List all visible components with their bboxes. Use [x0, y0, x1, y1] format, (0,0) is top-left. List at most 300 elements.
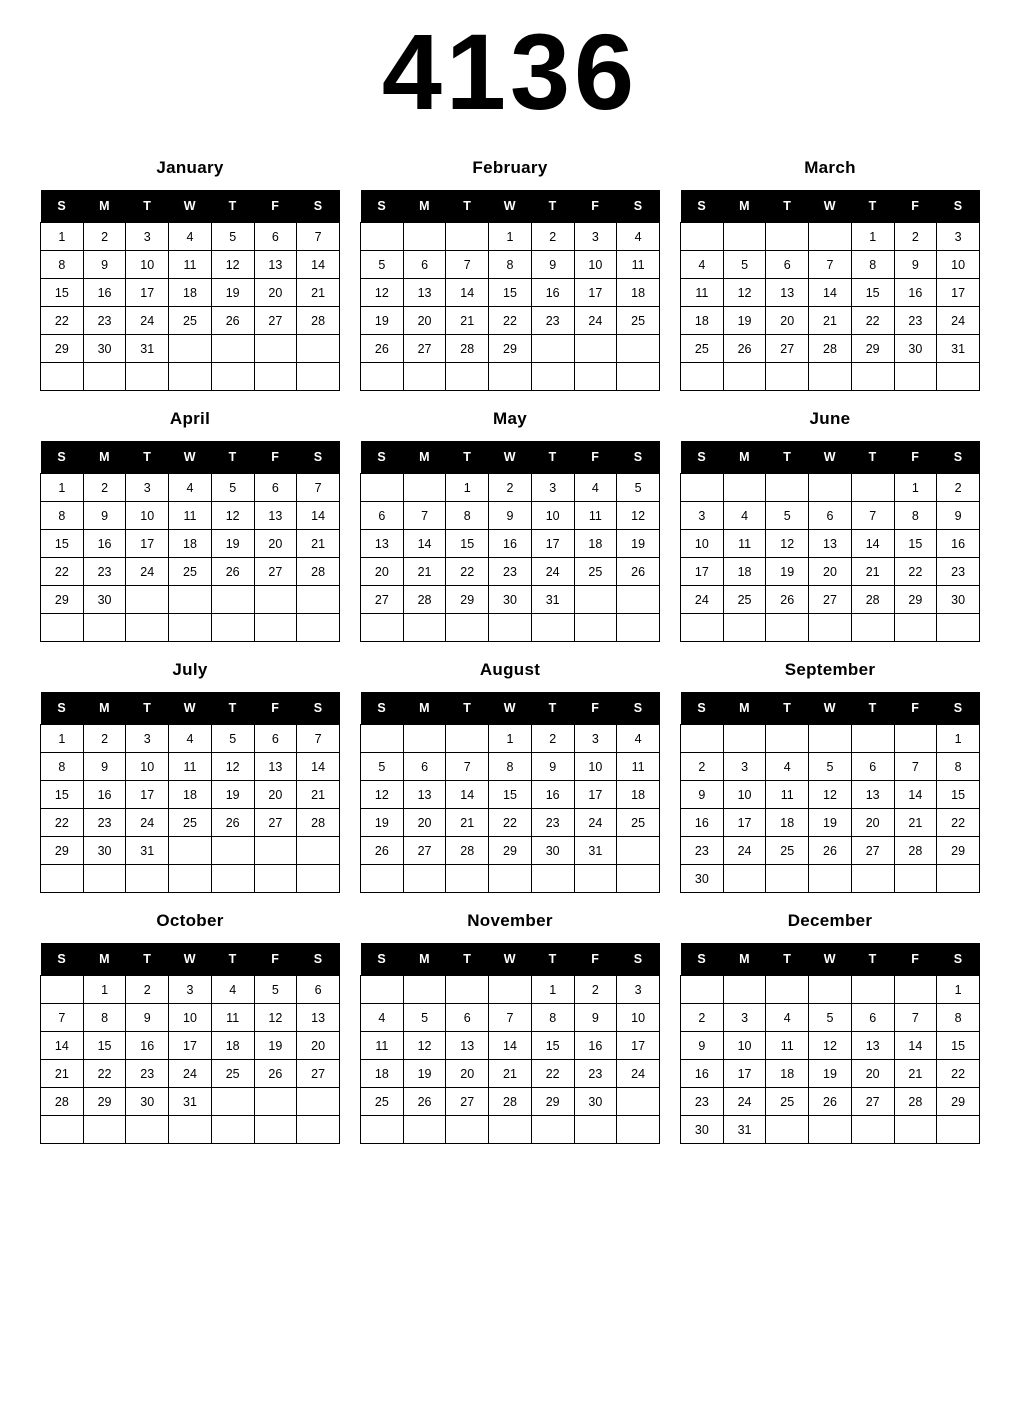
day-cell[interactable]: 3 — [617, 976, 660, 1004]
day-cell[interactable]: 29 — [489, 335, 532, 363]
day-cell[interactable]: 19 — [361, 307, 404, 335]
day-cell[interactable]: 1 — [937, 725, 980, 753]
day-cell[interactable]: 12 — [211, 251, 254, 279]
day-cell[interactable]: 12 — [211, 502, 254, 530]
day-cell[interactable]: 4 — [211, 976, 254, 1004]
day-cell[interactable]: 11 — [766, 1032, 809, 1060]
day-cell[interactable]: 8 — [41, 753, 84, 781]
day-cell[interactable]: 31 — [126, 335, 169, 363]
day-cell[interactable]: 29 — [894, 586, 937, 614]
day-cell[interactable]: 11 — [169, 502, 212, 530]
day-cell[interactable]: 8 — [83, 1004, 126, 1032]
day-cell[interactable]: 21 — [446, 809, 489, 837]
day-cell[interactable]: 17 — [126, 781, 169, 809]
day-cell[interactable]: 15 — [41, 781, 84, 809]
day-cell[interactable]: 12 — [361, 279, 404, 307]
day-cell[interactable]: 22 — [446, 558, 489, 586]
day-cell[interactable]: 11 — [574, 502, 617, 530]
day-cell[interactable]: 26 — [211, 307, 254, 335]
day-cell[interactable]: 17 — [723, 809, 766, 837]
day-cell[interactable]: 14 — [297, 753, 340, 781]
day-cell[interactable]: 5 — [809, 753, 852, 781]
day-cell[interactable]: 28 — [851, 586, 894, 614]
day-cell[interactable]: 12 — [254, 1004, 297, 1032]
day-cell[interactable]: 27 — [851, 1088, 894, 1116]
day-cell[interactable]: 11 — [723, 530, 766, 558]
day-cell[interactable]: 20 — [361, 558, 404, 586]
day-cell[interactable]: 17 — [126, 530, 169, 558]
day-cell[interactable]: 26 — [254, 1060, 297, 1088]
day-cell[interactable]: 28 — [297, 558, 340, 586]
day-cell[interactable]: 30 — [126, 1088, 169, 1116]
day-cell[interactable]: 18 — [361, 1060, 404, 1088]
day-cell[interactable]: 14 — [41, 1032, 84, 1060]
day-cell[interactable]: 7 — [297, 223, 340, 251]
day-cell[interactable]: 10 — [574, 753, 617, 781]
day-cell[interactable]: 18 — [617, 279, 660, 307]
day-cell[interactable]: 13 — [403, 279, 446, 307]
day-cell[interactable]: 3 — [937, 223, 980, 251]
day-cell[interactable]: 28 — [446, 837, 489, 865]
day-cell[interactable]: 27 — [766, 335, 809, 363]
day-cell[interactable]: 13 — [809, 530, 852, 558]
day-cell[interactable]: 13 — [254, 251, 297, 279]
day-cell[interactable]: 25 — [169, 307, 212, 335]
day-cell[interactable]: 15 — [894, 530, 937, 558]
day-cell[interactable]: 9 — [83, 502, 126, 530]
day-cell[interactable]: 8 — [851, 251, 894, 279]
day-cell[interactable]: 8 — [489, 753, 532, 781]
day-cell[interactable]: 31 — [169, 1088, 212, 1116]
day-cell[interactable]: 2 — [531, 725, 574, 753]
day-cell[interactable]: 15 — [83, 1032, 126, 1060]
day-cell[interactable]: 27 — [446, 1088, 489, 1116]
day-cell[interactable]: 21 — [851, 558, 894, 586]
day-cell[interactable]: 4 — [766, 1004, 809, 1032]
day-cell[interactable]: 9 — [531, 251, 574, 279]
day-cell[interactable]: 19 — [211, 530, 254, 558]
day-cell[interactable]: 4 — [723, 502, 766, 530]
day-cell[interactable]: 23 — [83, 307, 126, 335]
day-cell[interactable]: 27 — [254, 307, 297, 335]
day-cell[interactable]: 12 — [809, 1032, 852, 1060]
day-cell[interactable]: 7 — [446, 251, 489, 279]
day-cell[interactable]: 8 — [531, 1004, 574, 1032]
day-cell[interactable]: 26 — [723, 335, 766, 363]
day-cell[interactable]: 17 — [126, 279, 169, 307]
day-cell[interactable]: 28 — [809, 335, 852, 363]
day-cell[interactable]: 15 — [446, 530, 489, 558]
day-cell[interactable]: 5 — [361, 251, 404, 279]
day-cell[interactable]: 18 — [169, 530, 212, 558]
day-cell[interactable]: 13 — [851, 781, 894, 809]
day-cell[interactable]: 20 — [254, 781, 297, 809]
day-cell[interactable]: 19 — [809, 809, 852, 837]
day-cell[interactable]: 5 — [211, 223, 254, 251]
day-cell[interactable]: 9 — [894, 251, 937, 279]
day-cell[interactable]: 3 — [531, 474, 574, 502]
day-cell[interactable]: 2 — [83, 725, 126, 753]
day-cell[interactable]: 31 — [723, 1116, 766, 1144]
day-cell[interactable]: 31 — [574, 837, 617, 865]
day-cell[interactable]: 22 — [41, 558, 84, 586]
day-cell[interactable]: 28 — [894, 837, 937, 865]
day-cell[interactable]: 6 — [297, 976, 340, 1004]
day-cell[interactable]: 2 — [126, 976, 169, 1004]
day-cell[interactable]: 18 — [211, 1032, 254, 1060]
day-cell[interactable]: 11 — [617, 251, 660, 279]
day-cell[interactable]: 3 — [723, 753, 766, 781]
day-cell[interactable]: 16 — [83, 530, 126, 558]
day-cell[interactable]: 22 — [851, 307, 894, 335]
day-cell[interactable]: 21 — [446, 307, 489, 335]
day-cell[interactable]: 20 — [403, 307, 446, 335]
day-cell[interactable]: 3 — [574, 223, 617, 251]
day-cell[interactable]: 13 — [446, 1032, 489, 1060]
day-cell[interactable]: 8 — [937, 1004, 980, 1032]
day-cell[interactable]: 6 — [446, 1004, 489, 1032]
day-cell[interactable]: 16 — [531, 279, 574, 307]
day-cell[interactable]: 24 — [574, 307, 617, 335]
day-cell[interactable]: 18 — [169, 279, 212, 307]
day-cell[interactable]: 9 — [937, 502, 980, 530]
day-cell[interactable]: 4 — [766, 753, 809, 781]
day-cell[interactable]: 11 — [617, 753, 660, 781]
day-cell[interactable]: 28 — [297, 809, 340, 837]
day-cell[interactable]: 3 — [126, 725, 169, 753]
day-cell[interactable]: 8 — [446, 502, 489, 530]
day-cell[interactable]: 21 — [403, 558, 446, 586]
day-cell[interactable]: 4 — [617, 725, 660, 753]
day-cell[interactable]: 7 — [894, 1004, 937, 1032]
day-cell[interactable]: 17 — [169, 1032, 212, 1060]
day-cell[interactable]: 8 — [41, 502, 84, 530]
day-cell[interactable]: 30 — [894, 335, 937, 363]
day-cell[interactable]: 4 — [617, 223, 660, 251]
day-cell[interactable]: 19 — [211, 781, 254, 809]
day-cell[interactable]: 12 — [723, 279, 766, 307]
day-cell[interactable]: 8 — [894, 502, 937, 530]
day-cell[interactable]: 23 — [531, 307, 574, 335]
day-cell[interactable]: 9 — [83, 251, 126, 279]
day-cell[interactable]: 25 — [617, 809, 660, 837]
day-cell[interactable]: 9 — [531, 753, 574, 781]
day-cell[interactable]: 25 — [574, 558, 617, 586]
day-cell[interactable]: 31 — [531, 586, 574, 614]
day-cell[interactable]: 15 — [531, 1032, 574, 1060]
day-cell[interactable]: 24 — [617, 1060, 660, 1088]
day-cell[interactable]: 14 — [446, 279, 489, 307]
day-cell[interactable]: 1 — [489, 223, 532, 251]
day-cell[interactable]: 19 — [809, 1060, 852, 1088]
day-cell[interactable]: 31 — [126, 837, 169, 865]
day-cell[interactable]: 9 — [681, 781, 724, 809]
day-cell[interactable]: 30 — [83, 335, 126, 363]
day-cell[interactable]: 2 — [489, 474, 532, 502]
day-cell[interactable]: 20 — [403, 809, 446, 837]
day-cell[interactable]: 3 — [574, 725, 617, 753]
day-cell[interactable]: 30 — [531, 837, 574, 865]
day-cell[interactable]: 21 — [297, 781, 340, 809]
day-cell[interactable]: 21 — [809, 307, 852, 335]
day-cell[interactable]: 13 — [851, 1032, 894, 1060]
day-cell[interactable]: 7 — [894, 753, 937, 781]
day-cell[interactable]: 23 — [681, 837, 724, 865]
day-cell[interactable]: 10 — [126, 753, 169, 781]
day-cell[interactable]: 18 — [766, 809, 809, 837]
day-cell[interactable]: 23 — [83, 809, 126, 837]
day-cell[interactable]: 20 — [446, 1060, 489, 1088]
day-cell[interactable]: 19 — [254, 1032, 297, 1060]
day-cell[interactable]: 17 — [574, 781, 617, 809]
day-cell[interactable]: 21 — [297, 530, 340, 558]
day-cell[interactable]: 6 — [361, 502, 404, 530]
day-cell[interactable]: 26 — [766, 586, 809, 614]
day-cell[interactable]: 24 — [169, 1060, 212, 1088]
day-cell[interactable]: 5 — [361, 753, 404, 781]
day-cell[interactable]: 1 — [41, 223, 84, 251]
day-cell[interactable]: 19 — [211, 279, 254, 307]
day-cell[interactable]: 14 — [297, 251, 340, 279]
day-cell[interactable]: 29 — [41, 586, 84, 614]
day-cell[interactable]: 25 — [766, 1088, 809, 1116]
day-cell[interactable]: 24 — [126, 307, 169, 335]
day-cell[interactable]: 10 — [126, 502, 169, 530]
day-cell[interactable]: 14 — [297, 502, 340, 530]
day-cell[interactable]: 24 — [531, 558, 574, 586]
day-cell[interactable]: 16 — [531, 781, 574, 809]
day-cell[interactable]: 29 — [937, 837, 980, 865]
day-cell[interactable]: 13 — [254, 502, 297, 530]
day-cell[interactable]: 18 — [617, 781, 660, 809]
day-cell[interactable]: 10 — [574, 251, 617, 279]
day-cell[interactable]: 10 — [169, 1004, 212, 1032]
day-cell[interactable]: 7 — [851, 502, 894, 530]
day-cell[interactable]: 1 — [937, 976, 980, 1004]
day-cell[interactable]: 7 — [446, 753, 489, 781]
day-cell[interactable]: 16 — [83, 781, 126, 809]
day-cell[interactable]: 14 — [403, 530, 446, 558]
day-cell[interactable]: 12 — [766, 530, 809, 558]
day-cell[interactable]: 7 — [41, 1004, 84, 1032]
day-cell[interactable]: 24 — [126, 558, 169, 586]
day-cell[interactable]: 1 — [446, 474, 489, 502]
day-cell[interactable]: 7 — [297, 474, 340, 502]
day-cell[interactable]: 10 — [681, 530, 724, 558]
day-cell[interactable]: 14 — [809, 279, 852, 307]
day-cell[interactable]: 2 — [894, 223, 937, 251]
day-cell[interactable]: 8 — [937, 753, 980, 781]
day-cell[interactable]: 16 — [681, 1060, 724, 1088]
day-cell[interactable]: 1 — [41, 474, 84, 502]
day-cell[interactable]: 10 — [617, 1004, 660, 1032]
day-cell[interactable]: 6 — [254, 223, 297, 251]
day-cell[interactable]: 15 — [851, 279, 894, 307]
day-cell[interactable]: 9 — [83, 753, 126, 781]
day-cell[interactable]: 10 — [126, 251, 169, 279]
day-cell[interactable]: 30 — [681, 1116, 724, 1144]
day-cell[interactable]: 12 — [211, 753, 254, 781]
day-cell[interactable]: 3 — [169, 976, 212, 1004]
day-cell[interactable]: 1 — [851, 223, 894, 251]
day-cell[interactable]: 5 — [211, 474, 254, 502]
day-cell[interactable]: 15 — [41, 279, 84, 307]
day-cell[interactable]: 29 — [937, 1088, 980, 1116]
day-cell[interactable]: 26 — [361, 837, 404, 865]
day-cell[interactable]: 15 — [41, 530, 84, 558]
day-cell[interactable]: 19 — [403, 1060, 446, 1088]
day-cell[interactable]: 1 — [894, 474, 937, 502]
day-cell[interactable]: 27 — [361, 586, 404, 614]
day-cell[interactable]: 25 — [169, 809, 212, 837]
day-cell[interactable]: 12 — [809, 781, 852, 809]
day-cell[interactable]: 25 — [169, 558, 212, 586]
day-cell[interactable]: 3 — [681, 502, 724, 530]
day-cell[interactable]: 16 — [126, 1032, 169, 1060]
day-cell[interactable]: 29 — [851, 335, 894, 363]
day-cell[interactable]: 20 — [851, 809, 894, 837]
day-cell[interactable]: 11 — [766, 781, 809, 809]
day-cell[interactable]: 18 — [766, 1060, 809, 1088]
day-cell[interactable]: 12 — [361, 781, 404, 809]
day-cell[interactable]: 22 — [489, 809, 532, 837]
day-cell[interactable]: 14 — [851, 530, 894, 558]
day-cell[interactable]: 24 — [723, 1088, 766, 1116]
day-cell[interactable]: 5 — [809, 1004, 852, 1032]
day-cell[interactable]: 16 — [937, 530, 980, 558]
day-cell[interactable]: 4 — [169, 223, 212, 251]
day-cell[interactable]: 26 — [809, 837, 852, 865]
day-cell[interactable]: 26 — [403, 1088, 446, 1116]
day-cell[interactable]: 13 — [297, 1004, 340, 1032]
day-cell[interactable]: 18 — [574, 530, 617, 558]
day-cell[interactable]: 14 — [489, 1032, 532, 1060]
day-cell[interactable]: 20 — [809, 558, 852, 586]
day-cell[interactable]: 20 — [766, 307, 809, 335]
day-cell[interactable]: 12 — [403, 1032, 446, 1060]
day-cell[interactable]: 14 — [894, 781, 937, 809]
day-cell[interactable]: 5 — [403, 1004, 446, 1032]
day-cell[interactable]: 11 — [681, 279, 724, 307]
day-cell[interactable]: 10 — [723, 1032, 766, 1060]
day-cell[interactable]: 5 — [766, 502, 809, 530]
day-cell[interactable]: 28 — [403, 586, 446, 614]
day-cell[interactable]: 1 — [83, 976, 126, 1004]
day-cell[interactable]: 6 — [254, 725, 297, 753]
day-cell[interactable]: 28 — [446, 335, 489, 363]
day-cell[interactable]: 1 — [41, 725, 84, 753]
day-cell[interactable]: 30 — [83, 586, 126, 614]
day-cell[interactable]: 29 — [489, 837, 532, 865]
day-cell[interactable]: 17 — [617, 1032, 660, 1060]
day-cell[interactable]: 2 — [681, 753, 724, 781]
day-cell[interactable]: 30 — [574, 1088, 617, 1116]
day-cell[interactable]: 21 — [489, 1060, 532, 1088]
day-cell[interactable]: 9 — [574, 1004, 617, 1032]
day-cell[interactable]: 11 — [361, 1032, 404, 1060]
day-cell[interactable]: 27 — [254, 558, 297, 586]
day-cell[interactable]: 7 — [297, 725, 340, 753]
day-cell[interactable]: 15 — [937, 781, 980, 809]
day-cell[interactable]: 6 — [766, 251, 809, 279]
day-cell[interactable]: 30 — [489, 586, 532, 614]
day-cell[interactable]: 21 — [297, 279, 340, 307]
day-cell[interactable]: 25 — [723, 586, 766, 614]
day-cell[interactable]: 21 — [894, 1060, 937, 1088]
day-cell[interactable]: 8 — [41, 251, 84, 279]
day-cell[interactable]: 29 — [41, 335, 84, 363]
day-cell[interactable]: 13 — [403, 781, 446, 809]
day-cell[interactable]: 17 — [531, 530, 574, 558]
day-cell[interactable]: 2 — [83, 474, 126, 502]
day-cell[interactable]: 22 — [531, 1060, 574, 1088]
day-cell[interactable]: 13 — [361, 530, 404, 558]
day-cell[interactable]: 5 — [254, 976, 297, 1004]
day-cell[interactable]: 14 — [894, 1032, 937, 1060]
day-cell[interactable]: 28 — [41, 1088, 84, 1116]
day-cell[interactable]: 23 — [531, 809, 574, 837]
day-cell[interactable]: 28 — [297, 307, 340, 335]
day-cell[interactable]: 1 — [531, 976, 574, 1004]
day-cell[interactable]: 11 — [169, 251, 212, 279]
day-cell[interactable]: 2 — [681, 1004, 724, 1032]
day-cell[interactable]: 20 — [851, 1060, 894, 1088]
day-cell[interactable]: 24 — [126, 809, 169, 837]
day-cell[interactable]: 25 — [766, 837, 809, 865]
day-cell[interactable]: 9 — [126, 1004, 169, 1032]
day-cell[interactable]: 21 — [894, 809, 937, 837]
day-cell[interactable]: 5 — [617, 474, 660, 502]
day-cell[interactable]: 19 — [361, 809, 404, 837]
day-cell[interactable]: 10 — [723, 781, 766, 809]
day-cell[interactable]: 4 — [574, 474, 617, 502]
day-cell[interactable]: 4 — [169, 474, 212, 502]
day-cell[interactable]: 29 — [531, 1088, 574, 1116]
day-cell[interactable]: 6 — [403, 251, 446, 279]
day-cell[interactable]: 27 — [297, 1060, 340, 1088]
day-cell[interactable]: 25 — [681, 335, 724, 363]
day-cell[interactable]: 27 — [403, 837, 446, 865]
day-cell[interactable]: 26 — [361, 335, 404, 363]
day-cell[interactable]: 18 — [169, 781, 212, 809]
day-cell[interactable]: 19 — [723, 307, 766, 335]
day-cell[interactable]: 23 — [894, 307, 937, 335]
day-cell[interactable]: 22 — [83, 1060, 126, 1088]
day-cell[interactable]: 4 — [681, 251, 724, 279]
day-cell[interactable]: 13 — [766, 279, 809, 307]
day-cell[interactable]: 10 — [531, 502, 574, 530]
day-cell[interactable]: 6 — [254, 474, 297, 502]
day-cell[interactable]: 30 — [937, 586, 980, 614]
day-cell[interactable]: 20 — [297, 1032, 340, 1060]
day-cell[interactable]: 16 — [574, 1032, 617, 1060]
day-cell[interactable]: 1 — [489, 725, 532, 753]
day-cell[interactable]: 2 — [83, 223, 126, 251]
day-cell[interactable]: 2 — [531, 223, 574, 251]
day-cell[interactable]: 30 — [681, 865, 724, 893]
day-cell[interactable]: 6 — [809, 502, 852, 530]
day-cell[interactable]: 22 — [937, 809, 980, 837]
day-cell[interactable]: 28 — [894, 1088, 937, 1116]
day-cell[interactable]: 28 — [489, 1088, 532, 1116]
day-cell[interactable]: 24 — [723, 837, 766, 865]
day-cell[interactable]: 26 — [211, 809, 254, 837]
day-cell[interactable]: 27 — [809, 586, 852, 614]
day-cell[interactable]: 5 — [723, 251, 766, 279]
day-cell[interactable]: 10 — [937, 251, 980, 279]
day-cell[interactable]: 16 — [83, 279, 126, 307]
day-cell[interactable]: 25 — [211, 1060, 254, 1088]
